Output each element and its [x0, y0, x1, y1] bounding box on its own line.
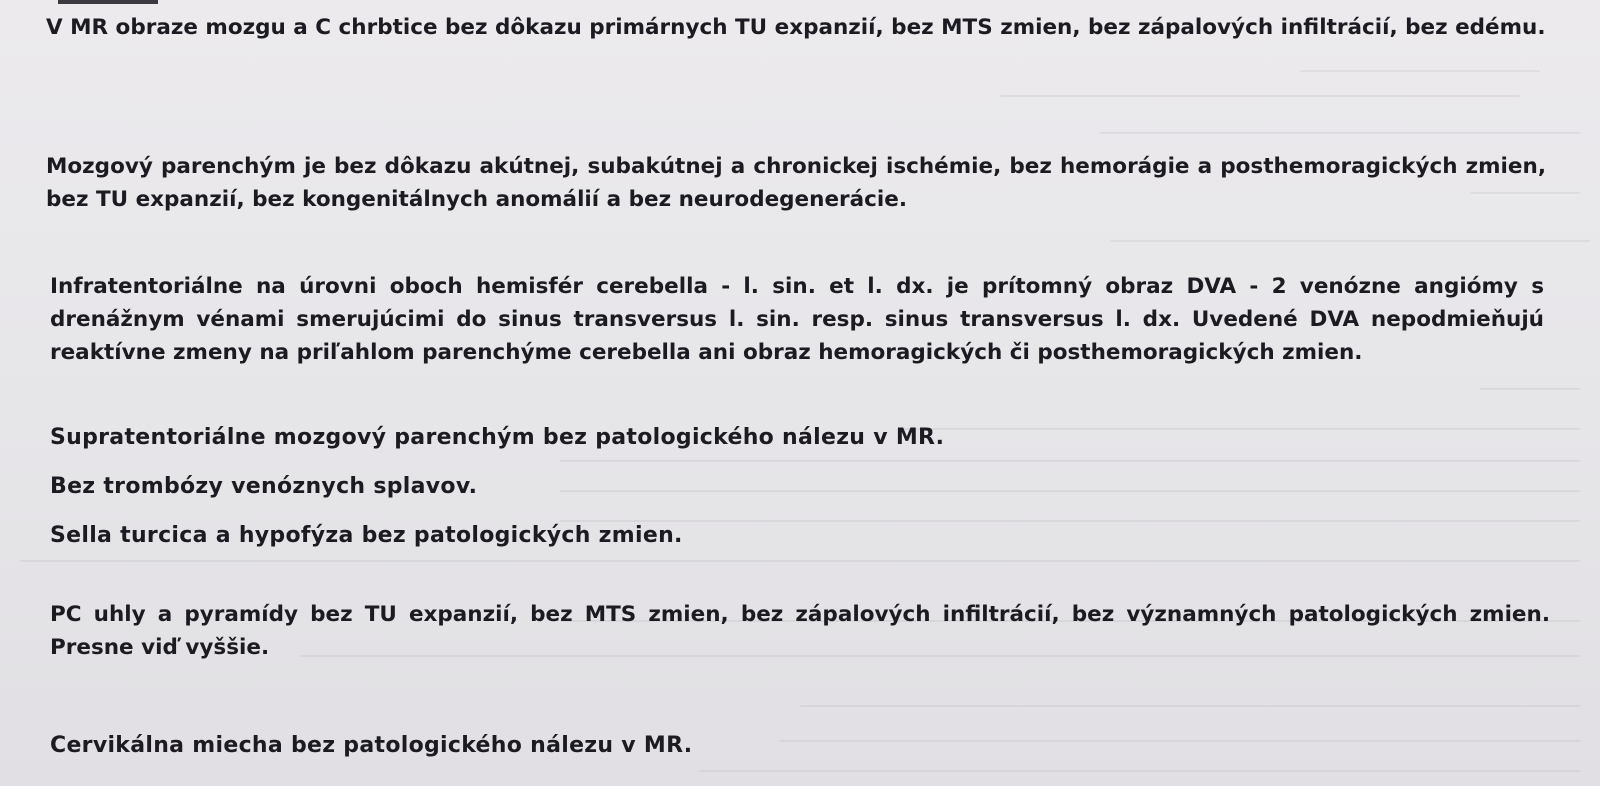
line-supratentorial: Supratentoriálne mozgový parenchým bez patologického nálezu v MR. — [50, 425, 945, 450]
line-venous-sinuses: Bez trombózy venóznych splavov. — [50, 474, 478, 499]
paragraph-brain-parenchyma: Mozgový parenchým je bez dôkazu akútnej, subakútnej a chronickej ischémie, bez hemorágie a posthemoragických zmien, bez TU expanzií, bez kongenitálnych anomálií a bez neurodegenerácie. — [46, 154, 1546, 212]
line-cervical-spinal-cord: Cervikálna miecha bez patologického nálezu v MR. — [50, 733, 693, 758]
paragraph-pc-angles: PC uhly a pyramídy bez TU expanzií, bez MTS zmien, bez zápalových infiltrácií, bez významných patologických zmien. Presne viď vyššie. — [50, 602, 1550, 660]
paragraph-infratentorial-dva: Infratentoriálne na úrovni oboch hemisfér cerebella - l. sin. et l. dx. je prítomný obraz DVA - 2 venózne angiómy s drenážnym vénami smerujúcimi do sinus transversus l. sin. resp. sinus transversus l. dx. Uvedené DVA nepodmieňujú reaktívne zmeny na priľahlom parenchýme cerebella ani obraz hemoragických či posthemoragických zmien. — [50, 274, 1544, 365]
heading-underline — [58, 0, 158, 4]
line-sella-hypophysis: Sella turcica a hypofýza bez patologických zmien. — [50, 523, 683, 548]
paragraph-conclusion-summary: V MR obraze mozgu a C chrbtice bez dôkazu primárnych TU expanzií, bez MTS zmien, bez zápalových infiltrácií, bez edému. — [46, 15, 1546, 40]
